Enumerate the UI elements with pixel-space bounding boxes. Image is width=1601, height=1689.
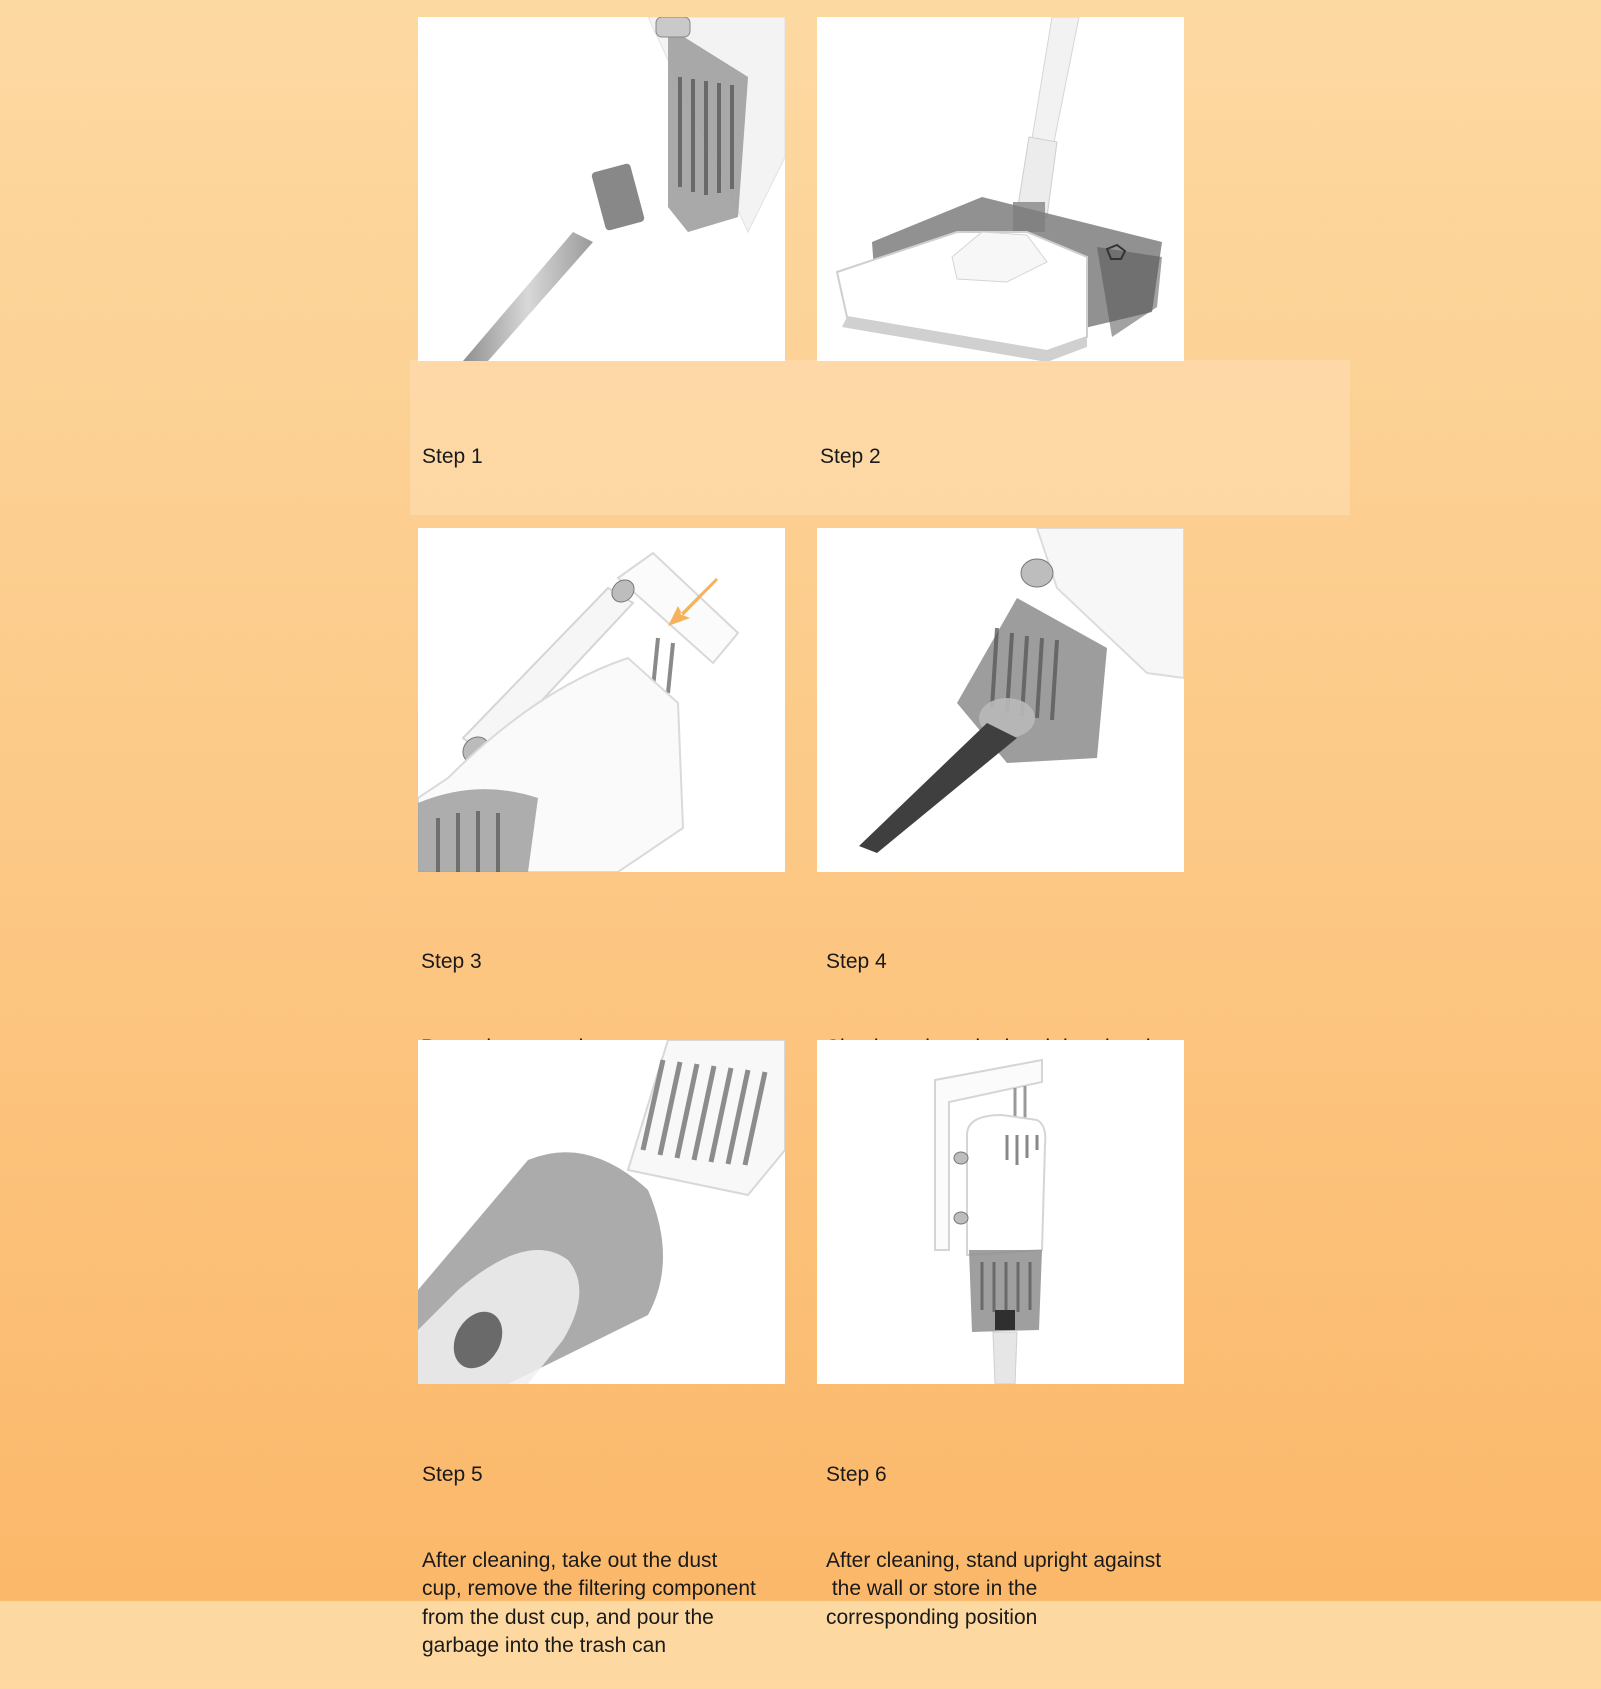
step-1-label: Step 1 <box>422 445 483 468</box>
step-5-caption <box>422 1404 792 1689</box>
step-6-caption <box>826 1404 1196 1661</box>
step-1-image <box>418 17 785 361</box>
step-4-image <box>817 528 1184 872</box>
floor-brush-and-water-tank-illustration <box>817 17 1184 361</box>
step-6-text: After cleaning, stand upright against the wall or store in the corresponding position <box>826 1548 1162 1629</box>
step-3-label: Step 3 <box>421 950 482 973</box>
step-2-image <box>817 17 1184 361</box>
step-4-label: Step 4 <box>826 950 887 973</box>
step-5-text: After cleaning, take out the dust cup, remove the filtering component from the dust cup, and pour the garbage into the trash can <box>422 1548 756 1657</box>
step-2-label: Step 2 <box>820 445 881 468</box>
step-6-label: Step 6 <box>826 1463 887 1486</box>
power-button-illustration <box>418 528 785 872</box>
wall-mounted-storage-illustration <box>817 1040 1184 1384</box>
step-6-image <box>817 1040 1184 1384</box>
step-5-image <box>418 1040 785 1384</box>
vacuum-host-and-pipe-illustration <box>418 17 785 361</box>
dust-cup-and-filter-illustration <box>418 1040 785 1384</box>
handheld-crevice-tool-illustration <box>817 528 1184 872</box>
step-3-image <box>418 528 785 872</box>
step-5-label: Step 5 <box>422 1463 483 1486</box>
